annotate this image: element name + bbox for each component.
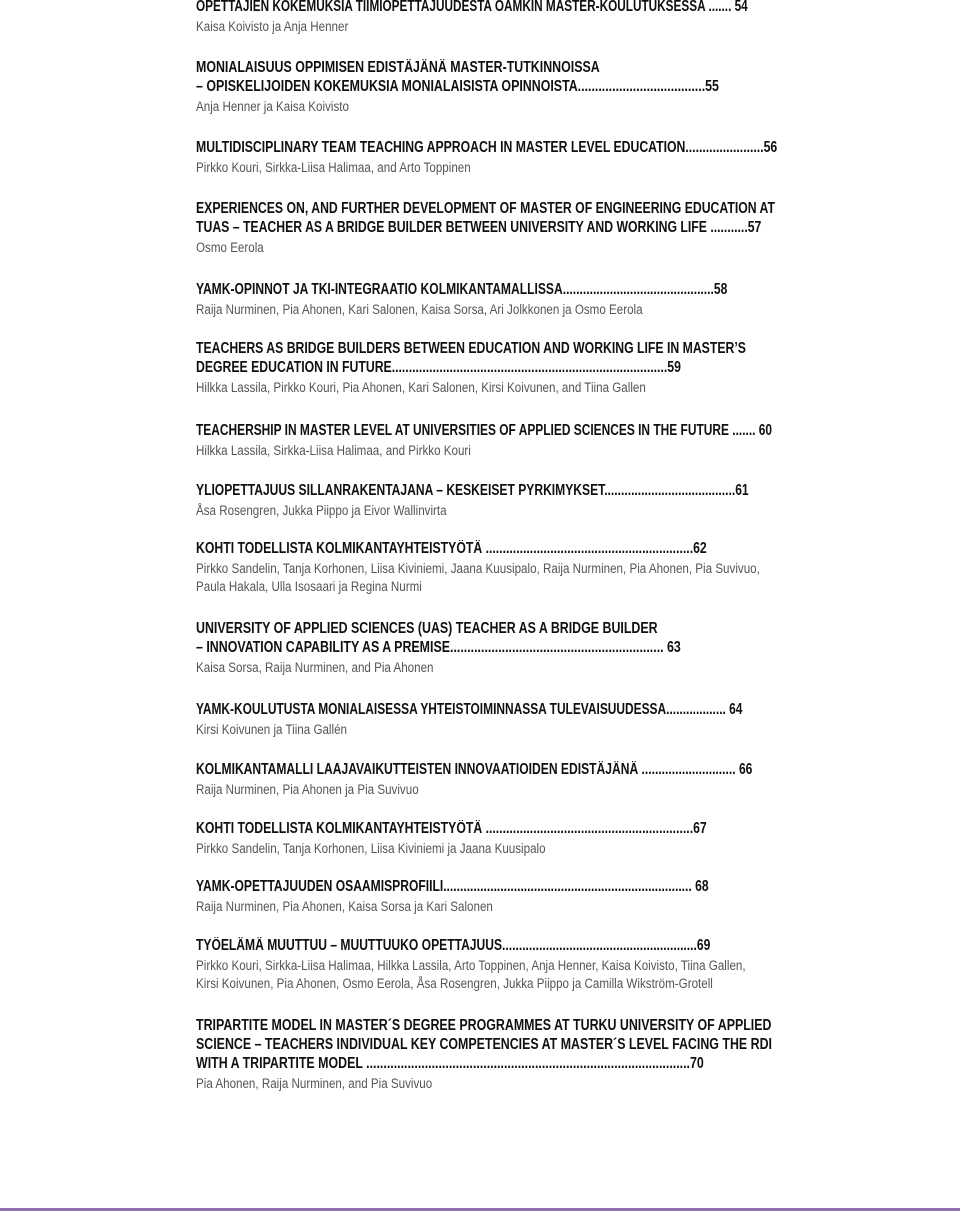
toc-entry-title[interactable]: UNIVERSITY OF APPLIED SCIENCES (UAS) TEACHER AS A BRIDGE BUILDER <box>196 620 658 637</box>
toc-entry-authors: Pirkko Sandelin, Tanja Korhonen, Liisa Kiviniemi ja Jaana Kuusipalo <box>196 841 546 856</box>
toc-entry-title[interactable]: KOLMIKANTAMALLI LAAJAVAIKUTTEISTEN INNOVAATIOIDEN EDISTÄJÄNÄ ............................ 66 <box>196 761 753 778</box>
toc-entry-title[interactable]: TEACHERS AS BRIDGE BUILDERS BETWEEN EDUCATION AND WORKING LIFE IN MASTER’S <box>196 340 746 357</box>
toc-entry-authors: Raija Nurminen, Pia Ahonen, Kari Salonen, Kaisa Sorsa, Ari Jolkkonen ja Osmo Eerola <box>196 302 643 317</box>
toc-entry-title[interactable]: KOHTI TODELLISTA KOLMIKANTAYHTEISTYÖTÄ .............................................................62 <box>196 540 707 557</box>
toc-entry-authors: Kaisa Koivisto ja Anja Henner <box>196 19 349 34</box>
toc-entry-authors: Raija Nurminen, Pia Ahonen ja Pia Suvivuo <box>196 782 419 797</box>
toc-entry-title[interactable]: YAMK-OPETTAJUUDEN OSAAMISPROFIILI.......................................................................... 68 <box>196 878 709 895</box>
toc-entry-authors-continued: Kirsi Koivunen, Pia Ahonen, Osmo Eerola, Åsa Rosengren, Jukka Piippo ja Camilla Wikström-Grotell <box>196 976 713 991</box>
toc-entry-authors: Hilkka Lassila, Sirkka-Liisa Halimaa, and Pirkko Kouri <box>196 443 471 458</box>
toc-entry-authors: Åsa Rosengren, Jukka Piippo ja Eivor Wallinvirta <box>196 503 447 518</box>
toc-entry-authors: Anja Henner ja Kaisa Koivisto <box>196 99 349 114</box>
toc-entry[interactable] <box>196 1016 816 1093</box>
toc-entry[interactable] <box>196 819 816 858</box>
toc-entry[interactable] <box>196 760 816 799</box>
toc-entry-title[interactable]: YAMK-KOULUTUSTA MONIALAISESSA YHTEISTOIMINNASSA TULEVAISUUDESSA.................. 64 <box>196 701 743 718</box>
toc-entry[interactable] <box>196 619 816 677</box>
toc-entry-title-continued[interactable]: – OPISKELIJOIDEN KOKEMUKSIA MONIALAISISTA OPINNOISTA.....................................55 <box>196 78 719 95</box>
toc-entry-authors: Pirkko Kouri, Sirkka-Liisa Halimaa, Hilkka Lassila, Arto Toppinen, Anja Henner, Kaisa Koivisto, Tiina Gallen, <box>196 958 746 973</box>
toc-entry[interactable] <box>196 700 816 739</box>
toc-entry-title[interactable]: TYÖELÄMÄ MUUTTUU – MUUTTUUKO OPETTAJUUS..........................................................69 <box>196 937 711 954</box>
toc-entry-authors: Osmo Eerola <box>196 240 264 255</box>
toc-entry-title[interactable]: MULTIDISCIPLINARY TEAM TEACHING APPROACH IN MASTER LEVEL EDUCATION.......................56 <box>196 139 778 156</box>
toc-entry[interactable] <box>196 0 816 36</box>
toc-entry[interactable] <box>196 539 816 596</box>
toc-entry[interactable] <box>196 421 816 460</box>
toc-entry-authors: Pirkko Sandelin, Tanja Korhonen, Liisa Kiviniemi, Jaana Kuusipalo, Raija Nurminen, Pia Ahonen, Pia Suvivuo, <box>196 561 760 576</box>
toc-entry[interactable] <box>196 936 816 993</box>
toc-entry-authors: Raija Nurminen, Pia Ahonen, Kaisa Sorsa ja Kari Salonen <box>196 899 493 914</box>
toc-entry[interactable] <box>196 199 816 257</box>
toc-entry-title[interactable]: OPETTAJIEN KOKEMUKSIA TIIMIOPETTAJUUDESTA OAMKIN MASTER-KOULUTUKSESSA ....... 54 <box>196 0 748 15</box>
toc-entry-title[interactable]: YAMK-OPINNOT JA TKI-INTEGRAATIO KOLMIKANTAMALLISSA.............................................58 <box>196 281 728 298</box>
toc-entry-authors: Hilkka Lassila, Pirkko Kouri, Pia Ahonen, Kari Salonen, Kirsi Koivunen, and Tiina Gallen <box>196 380 646 395</box>
toc-entry-title[interactable]: MONIALAISUUS OPPIMISEN EDISTÄJÄNÄ MASTER-TUTKINNOISSA <box>196 59 600 76</box>
toc-entry[interactable] <box>196 481 816 520</box>
toc-entry-title[interactable]: EXPERIENCES ON, AND FURTHER DEVELOPMENT OF MASTER OF ENGINEERING EDUCATION AT <box>196 200 775 217</box>
toc-entry-title[interactable]: KOHTI TODELLISTA KOLMIKANTAYHTEISTYÖTÄ .............................................................67 <box>196 820 707 837</box>
toc-entry[interactable] <box>196 339 816 397</box>
toc-entry[interactable] <box>196 877 816 916</box>
toc-entry-authors: Pia Ahonen, Raija Nurminen, and Pia Suvivuo <box>196 1076 433 1091</box>
toc-entry-title-continued[interactable]: TUAS – TEACHER AS A BRIDGE BUILDER BETWEEN UNIVERSITY AND WORKING LIFE ...........57 <box>196 219 762 236</box>
toc-entry[interactable] <box>196 138 816 177</box>
toc-entry[interactable] <box>196 280 816 319</box>
toc-entry-authors: Kirsi Koivunen ja Tiina Gallén <box>196 722 348 737</box>
toc-entry-title[interactable]: TRIPARTITE MODEL IN MASTER´S DEGREE PROGRAMMES AT TURKU UNIVERSITY OF APPLIED <box>196 1017 772 1034</box>
toc-entry-authors-continued: Paula Hakala, Ulla Isosaari ja Regina Nurmi <box>196 579 422 594</box>
toc-entry-authors: Pirkko Kouri, Sirkka-Liisa Halimaa, and Arto Toppinen <box>196 160 471 175</box>
toc-entry-title[interactable]: TEACHERSHIP IN MASTER LEVEL AT UNIVERSITIES OF APPLIED SCIENCES IN THE FUTURE ....... 60 <box>196 422 773 439</box>
toc-entry-authors: Kaisa Sorsa, Raija Nurminen, and Pia Ahonen <box>196 660 434 675</box>
toc-entry[interactable] <box>196 58 816 116</box>
toc-entry-title-continued[interactable]: – INNOVATION CAPABILITY AS A PREMISE.............................................................. 63 <box>196 639 681 656</box>
toc-entry-title-continued[interactable]: DEGREE EDUCATION IN FUTURE.................................................................................59 <box>196 359 681 376</box>
toc-entry-title-continued[interactable]: SCIENCE – TEACHERS INDIVIDUAL KEY COMPETENCIES AT MASTER´S LEVEL FACING THE RDI <box>196 1036 772 1053</box>
toc-entry-title[interactable]: YLIOPETTAJUUS SILLANRAKENTAJANA – KESKEISET PYRKIMYKSET.......................................61 <box>196 482 749 499</box>
toc-entry-title-continued[interactable]: WITH A TRIPARTITE MODEL ..............................................................................................70 <box>196 1055 704 1072</box>
